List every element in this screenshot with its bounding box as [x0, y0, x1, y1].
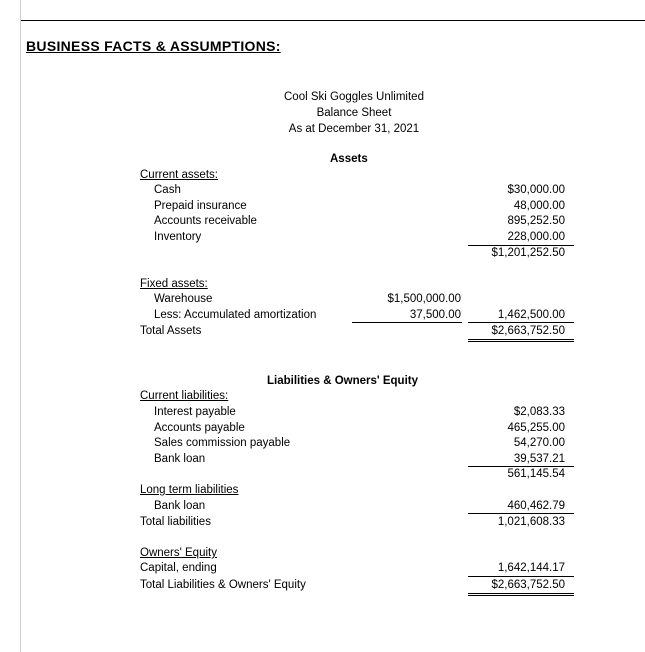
receivable-amount: 895,252.50: [507, 215, 565, 227]
grand-total-amount: $2,663,752.50: [491, 579, 565, 591]
grand-total-double-rule: [468, 593, 574, 596]
liabilities-subtotal-rule: [468, 466, 574, 467]
receivable-label: Accounts receivable: [154, 215, 257, 227]
assets-header: Assets: [330, 153, 368, 165]
prepaid-amount: 48,000.00: [513, 200, 565, 212]
amortization-amount: 37,500.00: [409, 309, 461, 321]
prepaid-label: Prepaid insurance: [154, 200, 247, 212]
fixed-assets-label: Fixed assets:: [140, 278, 208, 290]
long-term-label: Long term liabilities: [140, 484, 239, 496]
fixed-assets-net: 1,462,500.00: [497, 309, 565, 321]
bank-loan-current-label: Bank loan: [154, 453, 206, 465]
liabilities-header: Liabilities & Owners' Equity: [267, 375, 418, 387]
current-assets-total: $1,201,252.50: [491, 247, 565, 259]
statement-date: As at December 31, 2021: [288, 123, 420, 135]
row-header-strip: [0, 0, 21, 652]
cash-label: Cash: [154, 184, 181, 196]
page-heading: BUSINESS FACTS & ASSUMPTIONS:: [26, 38, 281, 54]
capital-amount: 1,642,144.17: [497, 562, 565, 574]
inventory-amount: 228,000.00: [507, 231, 565, 243]
total-liabilities-label: Total liabilities: [140, 516, 211, 528]
grand-total-label: Total Liabilities & Owners' Equity: [140, 579, 306, 591]
current-liabilities-label: Current liabilities:: [140, 390, 229, 402]
total-liabilities-amount: 1,021,608.33: [497, 516, 565, 528]
commission-payable-amount: 54,270.00: [513, 437, 565, 449]
current-assets-label: Current assets:: [140, 169, 218, 181]
amortization-label: Less: Accumulated amortization: [154, 309, 317, 321]
inventory-label: Inventory: [154, 231, 202, 243]
top-border: [21, 20, 645, 21]
bank-loan-current-amount: 39,537.21: [513, 453, 565, 465]
capital-rule: [468, 576, 574, 577]
total-assets-label: Total Assets: [140, 325, 202, 337]
subtotal-rule: [468, 245, 574, 246]
bank-loan-long-label: Bank loan: [154, 500, 206, 512]
statement-title: Balance Sheet: [316, 107, 392, 119]
commission-payable-label: Sales commission payable: [154, 437, 291, 449]
fixed-net-rule: [468, 322, 574, 323]
long-term-rule: [468, 513, 574, 514]
current-liabilities-total: 561,145.54: [507, 468, 565, 480]
interest-payable-label: Interest payable: [154, 406, 236, 418]
interest-payable-amount: $2,083.33: [513, 406, 565, 418]
accounts-payable-amount: 465,255.00: [507, 422, 565, 434]
bank-loan-long-amount: 460,462.79: [507, 500, 565, 512]
company-name: Cool Ski Goggles Unlimited: [284, 91, 424, 103]
owners-equity-label: Owners' Equity: [140, 547, 217, 559]
total-assets-double-rule: [468, 339, 574, 342]
total-assets-amount: $2,663,752.50: [491, 325, 565, 337]
cash-amount: $30,000.00: [507, 184, 565, 196]
amortization-rule: [352, 322, 462, 323]
capital-label: Capital, ending: [140, 562, 217, 574]
warehouse-amount: $1,500,000.00: [387, 293, 461, 305]
accounts-payable-label: Accounts payable: [154, 422, 245, 434]
warehouse-label: Warehouse: [154, 293, 213, 305]
